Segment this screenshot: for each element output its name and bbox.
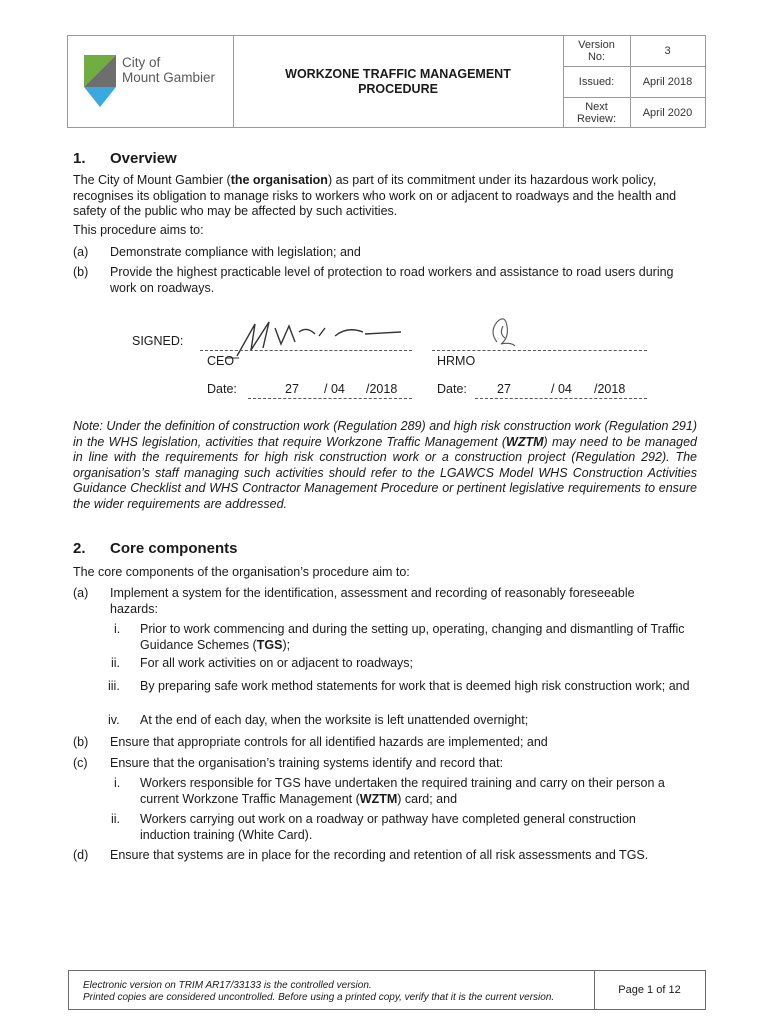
review-label-line2: Review: (576, 112, 617, 125)
core-a-iii-text: By preparing safe work method statements for work that is deemed high risk construction work; and (140, 679, 690, 693)
section2-number: 2. (73, 540, 86, 557)
core-b-text: Ensure that appropriate controls for all identified hazards are implemented; and (110, 735, 548, 749)
note-bold: WZTM (506, 434, 544, 449)
org-name (122, 55, 215, 85)
label-column (563, 36, 631, 127)
footer-notice-cell (69, 971, 595, 1009)
ceo-signature-icon (215, 318, 410, 360)
document-title-line2: PROCEDURE (358, 81, 438, 96)
core-c-i-label: i. (114, 776, 121, 790)
document-title (233, 36, 563, 127)
footer-table (68, 970, 706, 1010)
footer-line1: Electronic version on TRIM AR17/33133 is the controlled version. (83, 980, 372, 991)
aim-a-text: Demonstrate compliance with legislation; and (110, 245, 361, 259)
aim-b-label: (b) (73, 265, 89, 279)
core-d-label: (d) (73, 848, 89, 862)
core-a-i-label: i. (114, 622, 121, 636)
hrmo-date-year: /2018 (594, 382, 626, 396)
core-a-iv-label: iv. (108, 713, 120, 727)
core-a-i-text-b: ); (282, 637, 291, 652)
ceo-date-month: / 04 (324, 382, 345, 396)
core-a-label: (a) (73, 586, 89, 600)
hrmo-date-day: 27 (497, 382, 511, 396)
version-value: 3 (664, 45, 671, 57)
review-label (563, 98, 630, 127)
signed-label: SIGNED: (132, 334, 184, 348)
core-a-i-text (140, 622, 700, 653)
value-column (630, 36, 705, 127)
header-table (67, 35, 706, 128)
core-c-i-text-b: ) card; and (397, 791, 458, 806)
hrmo-date-month: / 04 (551, 382, 572, 396)
title-cell (233, 36, 564, 127)
core-intro: The core components of the organisation’s procedure aim to: (73, 565, 410, 579)
overview-text-b: ) as part of its commitment under its hazardous work policy, recognises its obligation to manage risks to workers who work on or adjacent to roadways and the health and safety of the public who may be affected by such activities. (73, 173, 677, 218)
overview-text-a: The City of Mount Gambier ( (73, 173, 231, 187)
section2-heading: Core components (110, 540, 238, 557)
hrmo-date-label: Date: (437, 382, 467, 396)
ceo-label: CEO (207, 354, 235, 368)
org-name-line2: Mount Gambier (122, 70, 216, 85)
ceo-signature-line (200, 350, 412, 351)
document-title-line1: WORKZONE TRAFFIC MANAGEMENT (285, 66, 511, 81)
hrmo-signature-icon (483, 312, 523, 352)
hrmo-label: HRMO (437, 354, 476, 368)
core-a-i-bold: TGS (256, 637, 283, 652)
core-c-i-bold: WZTM (359, 791, 398, 806)
core-a-i-text-a: Prior to work commencing and during the setting up, operating, changing and dismantling of Traffic Guidance Schemes ( (140, 622, 685, 652)
note-paragraph (73, 419, 697, 512)
core-c-ii-text: Workers carrying out work on a roadway or pathway have completed general construction induction training (White Card). (140, 812, 636, 842)
review-label-line1: Next (585, 100, 608, 113)
aims-intro: This procedure aims to: (73, 223, 204, 237)
version-label: Version No: (578, 39, 615, 63)
core-c-ii-label: ii. (111, 812, 121, 826)
overview-bold: the organisation (230, 173, 328, 187)
core-c-text: Ensure that the organisation’s training systems identify and record that: (110, 756, 504, 770)
core-a-text: Implement a system for the identification, assessment and recording of reasonably foreseeable hazards: (110, 586, 635, 616)
ceo-date-line (248, 398, 412, 399)
hrmo-date-line (475, 398, 647, 399)
hrmo-signature-line (432, 350, 647, 351)
footer-line2: Printed copies are considered uncontrolled. Before using a printed copy, verify that it is the current version. (83, 992, 555, 1003)
ceo-date-day: 27 (285, 382, 299, 396)
page-number: Page 1 of 12 (618, 984, 681, 996)
note-text-b: ) may need to be managed in line with the requirements for high risk construction work or a construction project (Regulation 292). The organisation’s staff managing such activities should refer to the LGAWCS Model WHS Construction Activities Guidance Checklist and WHS Contractor Management Procedure or pertinent legislative requirements to ensure the wider requirements are addressed. (73, 434, 697, 511)
city-logo-icon (84, 55, 116, 107)
core-c-i-text (140, 776, 695, 807)
core-c-label: (c) (73, 756, 88, 770)
org-name-line1: City of (122, 55, 161, 70)
ceo-date-year: /2018 (366, 382, 398, 396)
ceo-date-label: Date: (207, 382, 237, 396)
section1-number: 1. (73, 150, 86, 167)
logo-cell (68, 36, 234, 127)
core-a-iii-label: iii. (108, 679, 120, 693)
core-c-i-text-a: Workers responsible for TGS have undertaken the required training and carry on their person a current Workzone Traffic Management ( (140, 776, 665, 806)
overview-paragraph (73, 173, 697, 220)
issued-label: Issued: (578, 76, 615, 88)
core-a-ii-label: ii. (111, 656, 121, 670)
core-b-label: (b) (73, 735, 89, 749)
core-d-text: Ensure that systems are in place for the recording and retention of all risk assessments and TGS. (110, 848, 649, 862)
review-value: April 2020 (642, 106, 693, 119)
core-a-iv-text: At the end of each day, when the worksite is left unattended overnight; (140, 713, 529, 727)
section1-heading: Overview (110, 150, 177, 167)
issued-value: April 2018 (642, 76, 693, 88)
core-a-ii-text: For all work activities on or adjacent to roadways; (140, 656, 414, 670)
aim-a-label: (a) (73, 245, 89, 259)
note-text-a: Note: Under the definition of construction work (Regulation 289) and high risk construction work (Regulation 291) in the WHS legislation, activities that require Workzone Traffic Management ( (73, 419, 697, 449)
aim-b-text: Provide the highest practicable level of protection to road workers and assistance to road users during work on roadways. (110, 265, 674, 295)
